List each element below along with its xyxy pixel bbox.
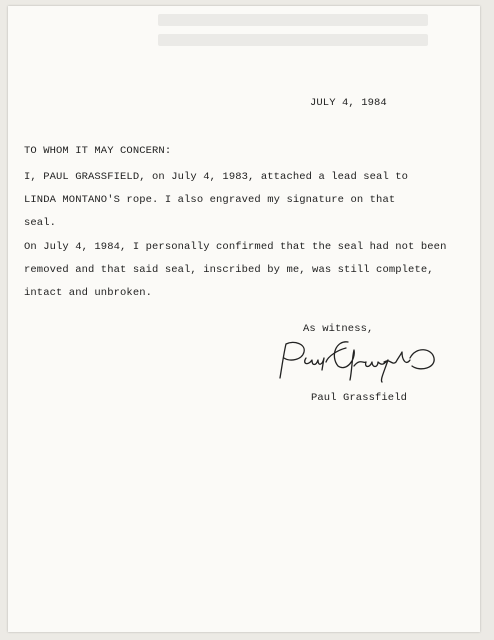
body-line: On July 4, 1984, I personally confirmed that the seal had not been — [24, 241, 447, 253]
body-line: intact and unbroken. — [24, 287, 153, 299]
letter-page — [8, 6, 480, 632]
letter-date: JULY 4, 1984 — [310, 97, 387, 109]
body-line: LINDA MONTANO'S rope. I also engraved my signature on that — [24, 194, 396, 206]
body-line: seal. — [24, 217, 57, 229]
body-line: removed and that said seal, inscribed by me, was still complete, — [24, 264, 434, 276]
closing: As witness, — [303, 323, 374, 335]
printed-name: Paul Grassfield — [311, 392, 408, 404]
salutation: TO WHOM IT MAY CONCERN: — [24, 145, 172, 157]
handwritten-signature — [266, 336, 446, 384]
body-line: I, PAUL GRASSFIELD, on July 4, 1983, attached a lead seal to — [24, 171, 409, 183]
bleed-through-letterhead — [158, 14, 428, 54]
